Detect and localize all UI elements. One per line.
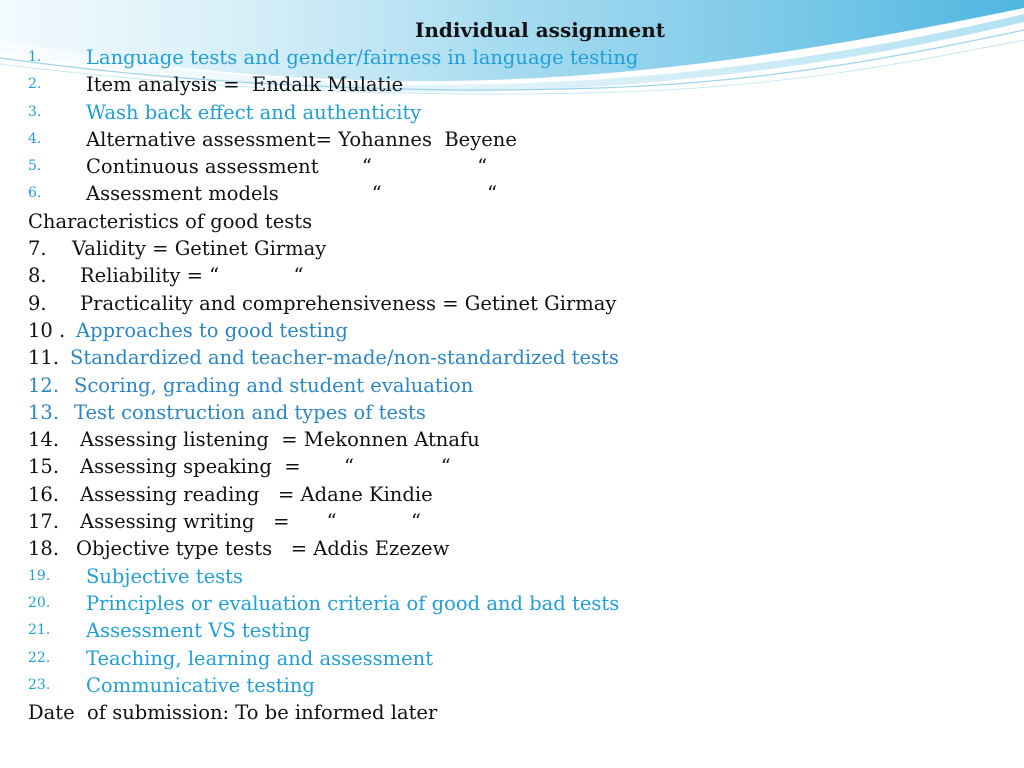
list-item bbox=[28, 426, 1008, 453]
list-item bbox=[28, 290, 1008, 317]
list-item-number: 16. bbox=[28, 482, 60, 506]
list-item bbox=[28, 453, 1008, 480]
list-item-number: 6. bbox=[28, 185, 42, 202]
list-item-text: Reliability = “ “ bbox=[80, 264, 304, 288]
list-item-text: Validity = Getinet Girmay bbox=[72, 237, 327, 261]
list-item-number: 15. bbox=[28, 455, 60, 479]
list-item bbox=[28, 590, 1008, 617]
list-item-text: Principles or evaluation criteria of good and bad tests bbox=[86, 591, 620, 615]
list-item bbox=[28, 153, 1008, 180]
list-item-number: 10 . bbox=[28, 318, 66, 342]
list-item-number: 12. bbox=[28, 373, 60, 397]
slide-content bbox=[28, 17, 1008, 726]
list-item-text: Objective type tests = Addis Ezezew bbox=[76, 537, 450, 561]
list-item-text: Continuous assessment “ “ bbox=[86, 155, 488, 179]
list-item-text: Approaches to good testing bbox=[76, 318, 348, 342]
list-item-text: Communicative testing bbox=[86, 673, 315, 697]
list-item-text: Wash back effect and authenticity bbox=[86, 100, 422, 124]
assignment-list bbox=[28, 44, 1008, 726]
list-item-number: 13. bbox=[28, 400, 60, 424]
list-item-number: 7. bbox=[28, 237, 47, 261]
list-item bbox=[28, 317, 1008, 344]
list-item-text: Standardized and teacher-made/non-standardized tests bbox=[70, 346, 619, 370]
list-item-text: Characteristics of good tests bbox=[28, 209, 313, 233]
list-item-text: Practicality and comprehensiveness = Getinet Girmay bbox=[80, 291, 617, 315]
list-item-text: Assessment models “ “ bbox=[86, 182, 498, 206]
list-item-number: 19. bbox=[28, 567, 51, 584]
list-item-number: 3. bbox=[28, 103, 42, 120]
list-item bbox=[28, 481, 1008, 508]
slide-title: Individual assignment bbox=[414, 18, 665, 42]
list-item bbox=[28, 617, 1008, 644]
list-item-text: Test construction and types of tests bbox=[74, 400, 426, 424]
list-item bbox=[28, 126, 1008, 153]
list-item bbox=[28, 262, 1008, 289]
list-item-text: Teaching, learning and assessment bbox=[86, 646, 434, 670]
list-item bbox=[28, 563, 1008, 590]
list-item-number: 14. bbox=[28, 428, 60, 452]
list-item bbox=[28, 372, 1008, 399]
list-item-text: Alternative assessment= Yohannes Beyene bbox=[86, 127, 517, 151]
list-item bbox=[28, 235, 1008, 262]
list-item bbox=[28, 508, 1008, 535]
list-item-number: 23. bbox=[28, 676, 51, 693]
list-item bbox=[28, 99, 1008, 126]
list-item-number: 17. bbox=[28, 510, 60, 534]
list-item bbox=[28, 71, 1008, 98]
list-item-text: Subjective tests bbox=[86, 564, 243, 588]
list-item-text: Assessing writing = “ “ bbox=[80, 510, 421, 534]
list-item-text: Scoring, grading and student evaluation bbox=[74, 373, 474, 397]
list-item-number: 9. bbox=[28, 291, 47, 315]
list-item-number: 1. bbox=[28, 49, 42, 65]
list-item-number: 20. bbox=[28, 594, 51, 611]
list-item-text: Assessing speaking = “ “ bbox=[80, 455, 451, 479]
list-item bbox=[28, 399, 1008, 426]
list-item-number: 11. bbox=[28, 346, 60, 370]
list-item bbox=[28, 180, 1008, 207]
list-item bbox=[28, 699, 1008, 726]
list-item-number: 22. bbox=[28, 649, 51, 666]
list-item-number: 21. bbox=[28, 622, 51, 639]
list-item bbox=[28, 344, 1008, 371]
list-item-number: 4. bbox=[28, 130, 42, 147]
list-item-number: 8. bbox=[28, 264, 47, 288]
list-item bbox=[28, 208, 1008, 235]
list-item-number: 2. bbox=[28, 76, 42, 93]
list-item-text: Language tests and gender/fairness in language testing bbox=[86, 46, 639, 69]
list-item bbox=[28, 672, 1008, 699]
list-item-text: Assessment VS testing bbox=[86, 619, 311, 643]
list-item bbox=[28, 44, 1008, 71]
list-item bbox=[28, 645, 1008, 672]
list-item-number: 5. bbox=[28, 158, 42, 175]
list-item bbox=[28, 535, 1008, 562]
list-item-text: Item analysis = Endalk Mulatie bbox=[86, 73, 404, 97]
list-item-text: Assessing listening = Mekonnen Atnafu bbox=[80, 428, 480, 452]
list-item-text: Assessing reading = Adane Kindie bbox=[80, 482, 433, 506]
list-item-text: Date of submission: To be informed later bbox=[28, 701, 438, 725]
list-item-number: 18. bbox=[28, 537, 60, 561]
